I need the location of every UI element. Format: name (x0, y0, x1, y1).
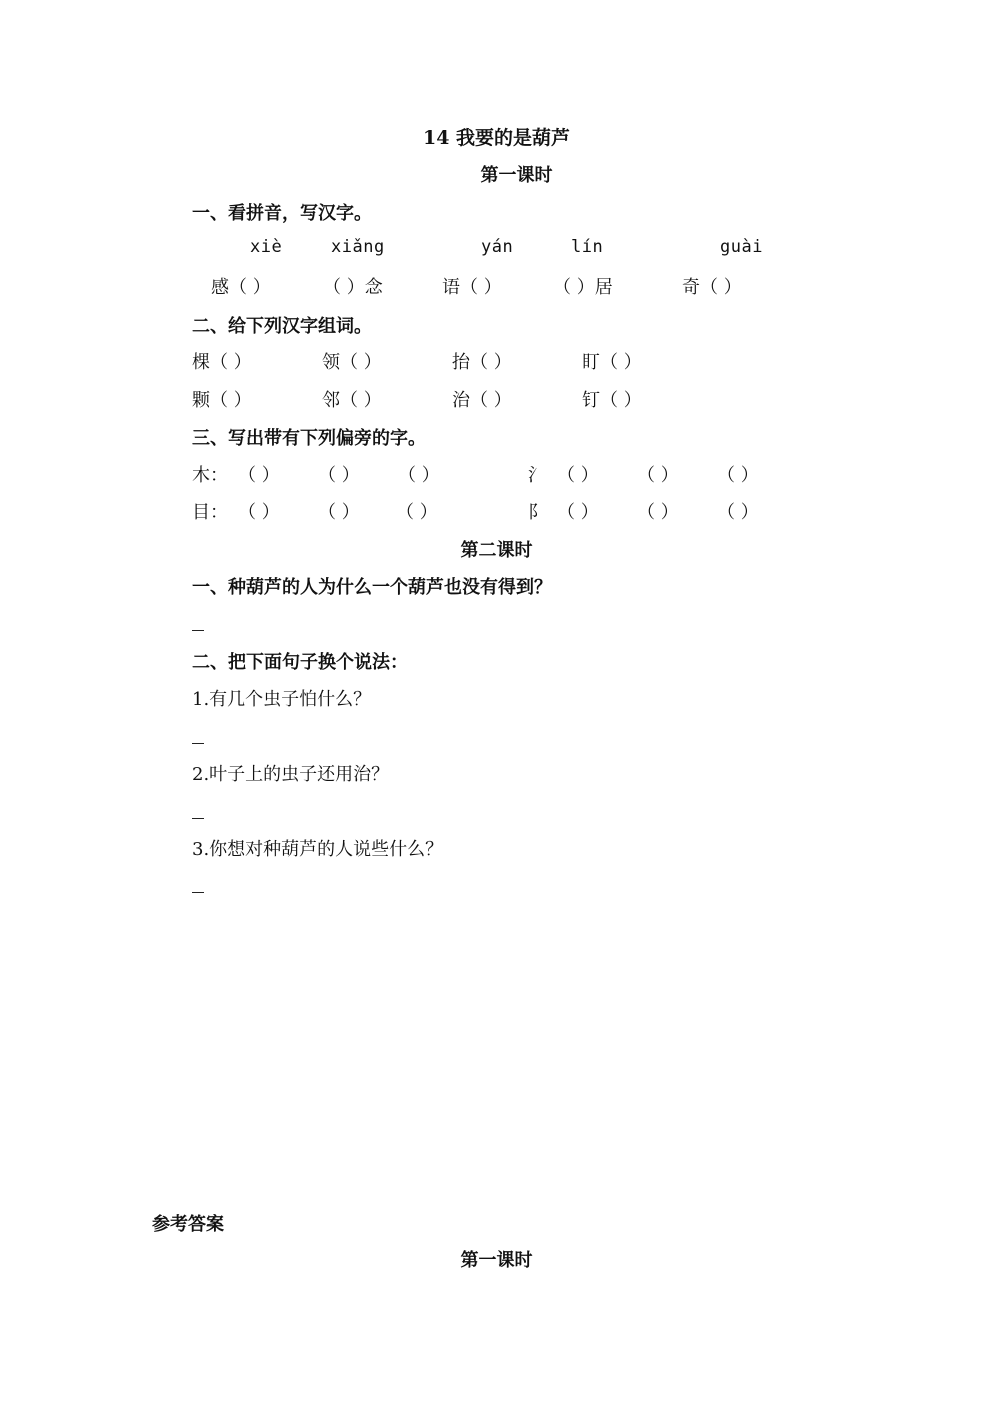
answer-lesson1-heading: 第一课时 (460, 1250, 533, 1271)
pinyin-yan: yán (481, 237, 514, 257)
answer-line-4 (192, 892, 204, 893)
radical-shui-blank-3: （ ） (717, 465, 759, 486)
q2-item-ke1: 棵（ ） (192, 352, 252, 373)
q1-item-qi: 奇（ ） (682, 277, 742, 298)
answer-key-heading: 参考答案 (152, 1214, 224, 1235)
radical-mu-blank-3: （ ） (398, 465, 440, 486)
lesson2-q1: 一、种葫芦的人为什么一个葫芦也没有得到？ (192, 577, 552, 598)
sentence-2: 2.叶子上的虫子还用治？ (192, 764, 390, 785)
lesson2-q2: 二、把下面句子换个说法： (192, 652, 408, 673)
answer-line-3 (192, 818, 204, 819)
radical-fu-label: 阝 (528, 502, 546, 523)
sentence-3: 3.你想对种葫芦的人说些什么？ (192, 839, 444, 860)
radical-fu-blank-2: （ ） (637, 502, 679, 523)
radical-shui-blank-1: （ ） (557, 465, 599, 486)
q1-heading: 一、看拼音，写汉字。 (192, 203, 372, 224)
q2-item-ling1: 领（ ） (322, 352, 382, 373)
q1-item-gan: 感（ ） (211, 277, 271, 298)
radical-mu-blank-2: （ ） (318, 465, 360, 486)
radical-fu-blank-1: （ ） (557, 502, 599, 523)
q3-heading: 三、写出带有下列偏旁的字。 (192, 428, 426, 449)
q2-item-zhi: 治（ ） (452, 390, 512, 411)
pinyin-xie: xiè (250, 237, 283, 257)
lesson2-heading: 第二课时 (460, 540, 533, 561)
pinyin-guai: guài (720, 237, 763, 257)
lesson1-heading: 第一课时 (480, 165, 553, 186)
q2-item-tai: 抬（ ） (452, 352, 512, 373)
radical-mu-blank-1: （ ） (238, 465, 280, 486)
answer-line-1 (192, 630, 204, 631)
pinyin-lin: lín (571, 237, 604, 257)
radical-shui-blank-2: （ ） (637, 465, 679, 486)
radical-mu-eye-blank-3: （ ） (396, 502, 438, 523)
q1-item-ju: （ ）居 (553, 277, 613, 298)
sentence-1: 1.有几个虫子怕什么？ (192, 689, 372, 710)
page-title: 14 我要的是葫芦 (422, 127, 571, 149)
radical-mu-label: 木： (192, 465, 228, 486)
q2-item-ke2: 颗（ ） (192, 390, 252, 411)
q1-item-nian: （ ）念 (323, 277, 383, 298)
pinyin-xiang: xiǎng (331, 237, 385, 257)
q2-heading: 二、给下列汉字组词。 (192, 316, 372, 337)
radical-shui-label: 氵 (528, 465, 546, 486)
radical-fu-blank-3: （ ） (717, 502, 759, 523)
answer-line-2 (192, 743, 204, 744)
radical-mu-eye-blank-2: （ ） (318, 502, 360, 523)
radical-mu-eye-blank-1: （ ） (238, 502, 280, 523)
q1-item-yu: 语（ ） (442, 277, 502, 298)
radical-mu-eye-label: 目： (192, 502, 228, 523)
q2-item-ding2: 钉（ ） (582, 390, 642, 411)
q2-item-ding1: 盯（ ） (582, 352, 642, 373)
q2-item-lin: 邻（ ） (322, 390, 382, 411)
